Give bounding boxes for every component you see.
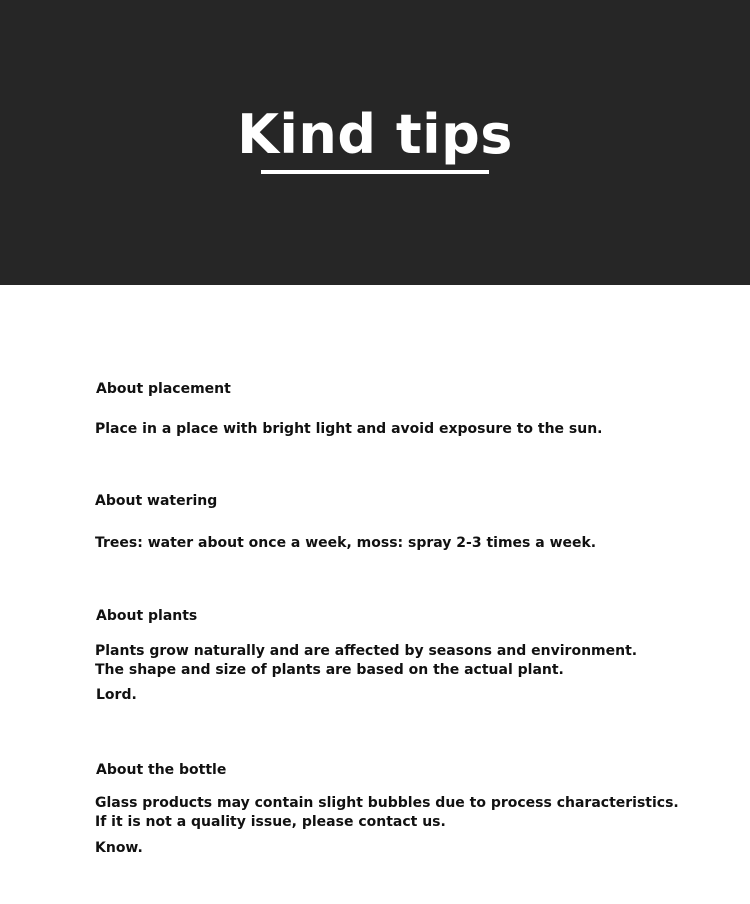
- plants-text-line-2: The shape and size of plants are based on the actual plant.: [95, 662, 564, 678]
- bottle-heading: About the bottle: [96, 762, 227, 778]
- plants-text-line-3: Lord.: [96, 687, 137, 703]
- header-banner: [0, 0, 750, 285]
- plants-text-line-1: Plants grow naturally and are affected by seasons and environment.: [95, 643, 638, 659]
- page-title: Kind tips: [237, 103, 513, 166]
- bottle-text-line-1: Glass products may contain slight bubbles due to process characteristics.: [95, 795, 679, 811]
- watering-heading: About watering: [95, 493, 218, 509]
- title-underline: [261, 170, 489, 174]
- bottle-text-line-2: If it is not a quality issue, please contact us.: [95, 814, 446, 830]
- watering-text: Trees: water about once a week, moss: spray 2-3 times a week.: [95, 535, 597, 551]
- placement-heading: About placement: [96, 381, 231, 397]
- plants-heading: About plants: [96, 608, 198, 624]
- bottle-text-line-3: Know.: [95, 840, 143, 856]
- placement-text: Place in a place with bright light and avoid exposure to the sun.: [95, 421, 603, 437]
